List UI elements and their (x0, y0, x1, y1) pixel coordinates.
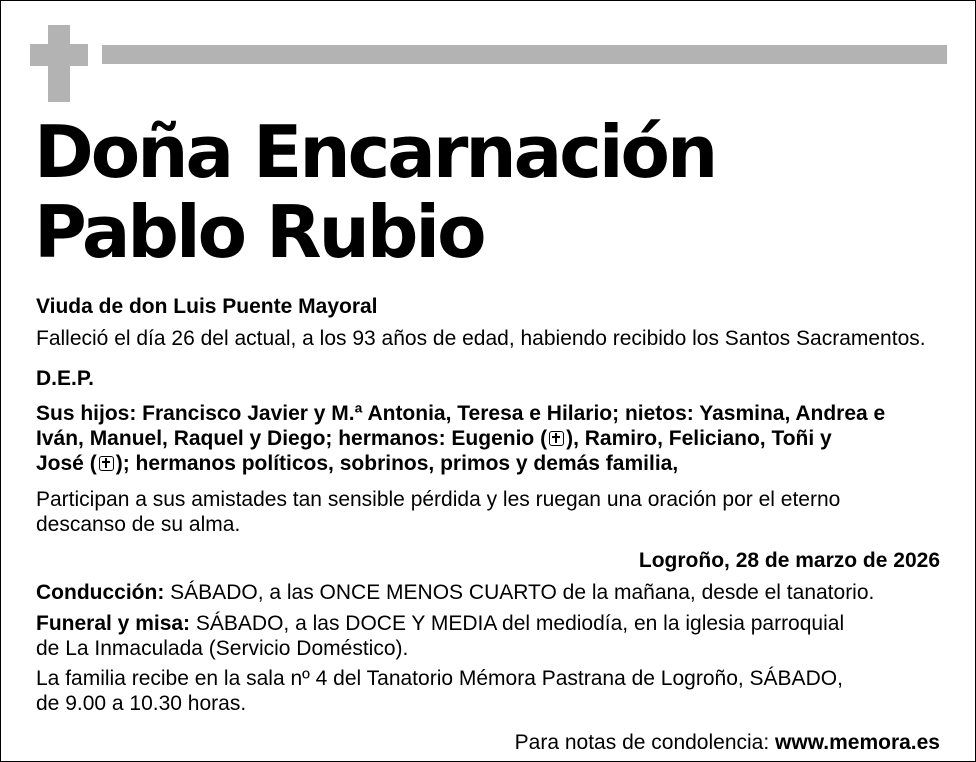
family-list (36, 401, 885, 476)
deceased-name-line2: Pablo Rubio (34, 190, 484, 274)
conduction-label: Conducción: (36, 581, 165, 604)
funeral-info (36, 611, 844, 661)
condolence-label: Para notas de condolencia: (514, 731, 776, 754)
condolence-link[interactable]: www.memora.es (775, 731, 940, 754)
condolence-note (515, 730, 940, 755)
conduction-text: SÁBADO, a las ONCE MENOS CUARTO de la mañana, desde el tanatorio. (164, 581, 875, 604)
death-text: Falleció el día 26 del actual, a los 93 años de edad, habiendo recibido los Santos Sacramentos. (36, 327, 926, 350)
thanks-text: Participan a sus amistades tan sensible pérdida y les ruegan una oración por el eterno descanso de su alma. (36, 488, 841, 536)
conduction-info (36, 580, 874, 605)
header-bar (102, 45, 947, 64)
family-line: Sus hijos: Francisco Javier y M.ª Antonia, Teresa e Hilario; nietos: Yasmina, Andrea e (36, 402, 886, 425)
place-date: Logroño, 28 de marzo de 2026 (638, 549, 940, 572)
family-line: José ( ); hermanos políticos, sobrinos, primos y demás familia, (36, 452, 679, 475)
deceased-name (34, 112, 715, 272)
dep-text: D.E.P. (36, 367, 94, 390)
funeral-label: Funeral y misa: (36, 612, 191, 635)
family-line: Iván, Manuel, Raquel y Diego; hermanos: Eugenio ( ), Ramiro, Feliciano, Toñi y (36, 427, 832, 450)
funeral-text: SÁBADO, a las DOCE Y MEDIA del mediodía, en la iglesia parroquial (190, 612, 845, 635)
cross-icon (549, 431, 564, 446)
widow-of: Viuda de don Luis Puente Mayoral (36, 295, 378, 318)
wake-info: La familia recibe en la sala nº 4 del Tanatorio Mémora Pastrana de Logroño, SÁBADO, de 9.00 a 10.30 horas. (36, 667, 843, 715)
deceased-name-line1: Doña Encarnación (34, 110, 716, 194)
header-cross-icon-arm (30, 44, 88, 66)
cross-icon (99, 456, 114, 471)
funeral-text-line2: de La Inmaculada (Servicio Doméstico). (36, 637, 409, 660)
